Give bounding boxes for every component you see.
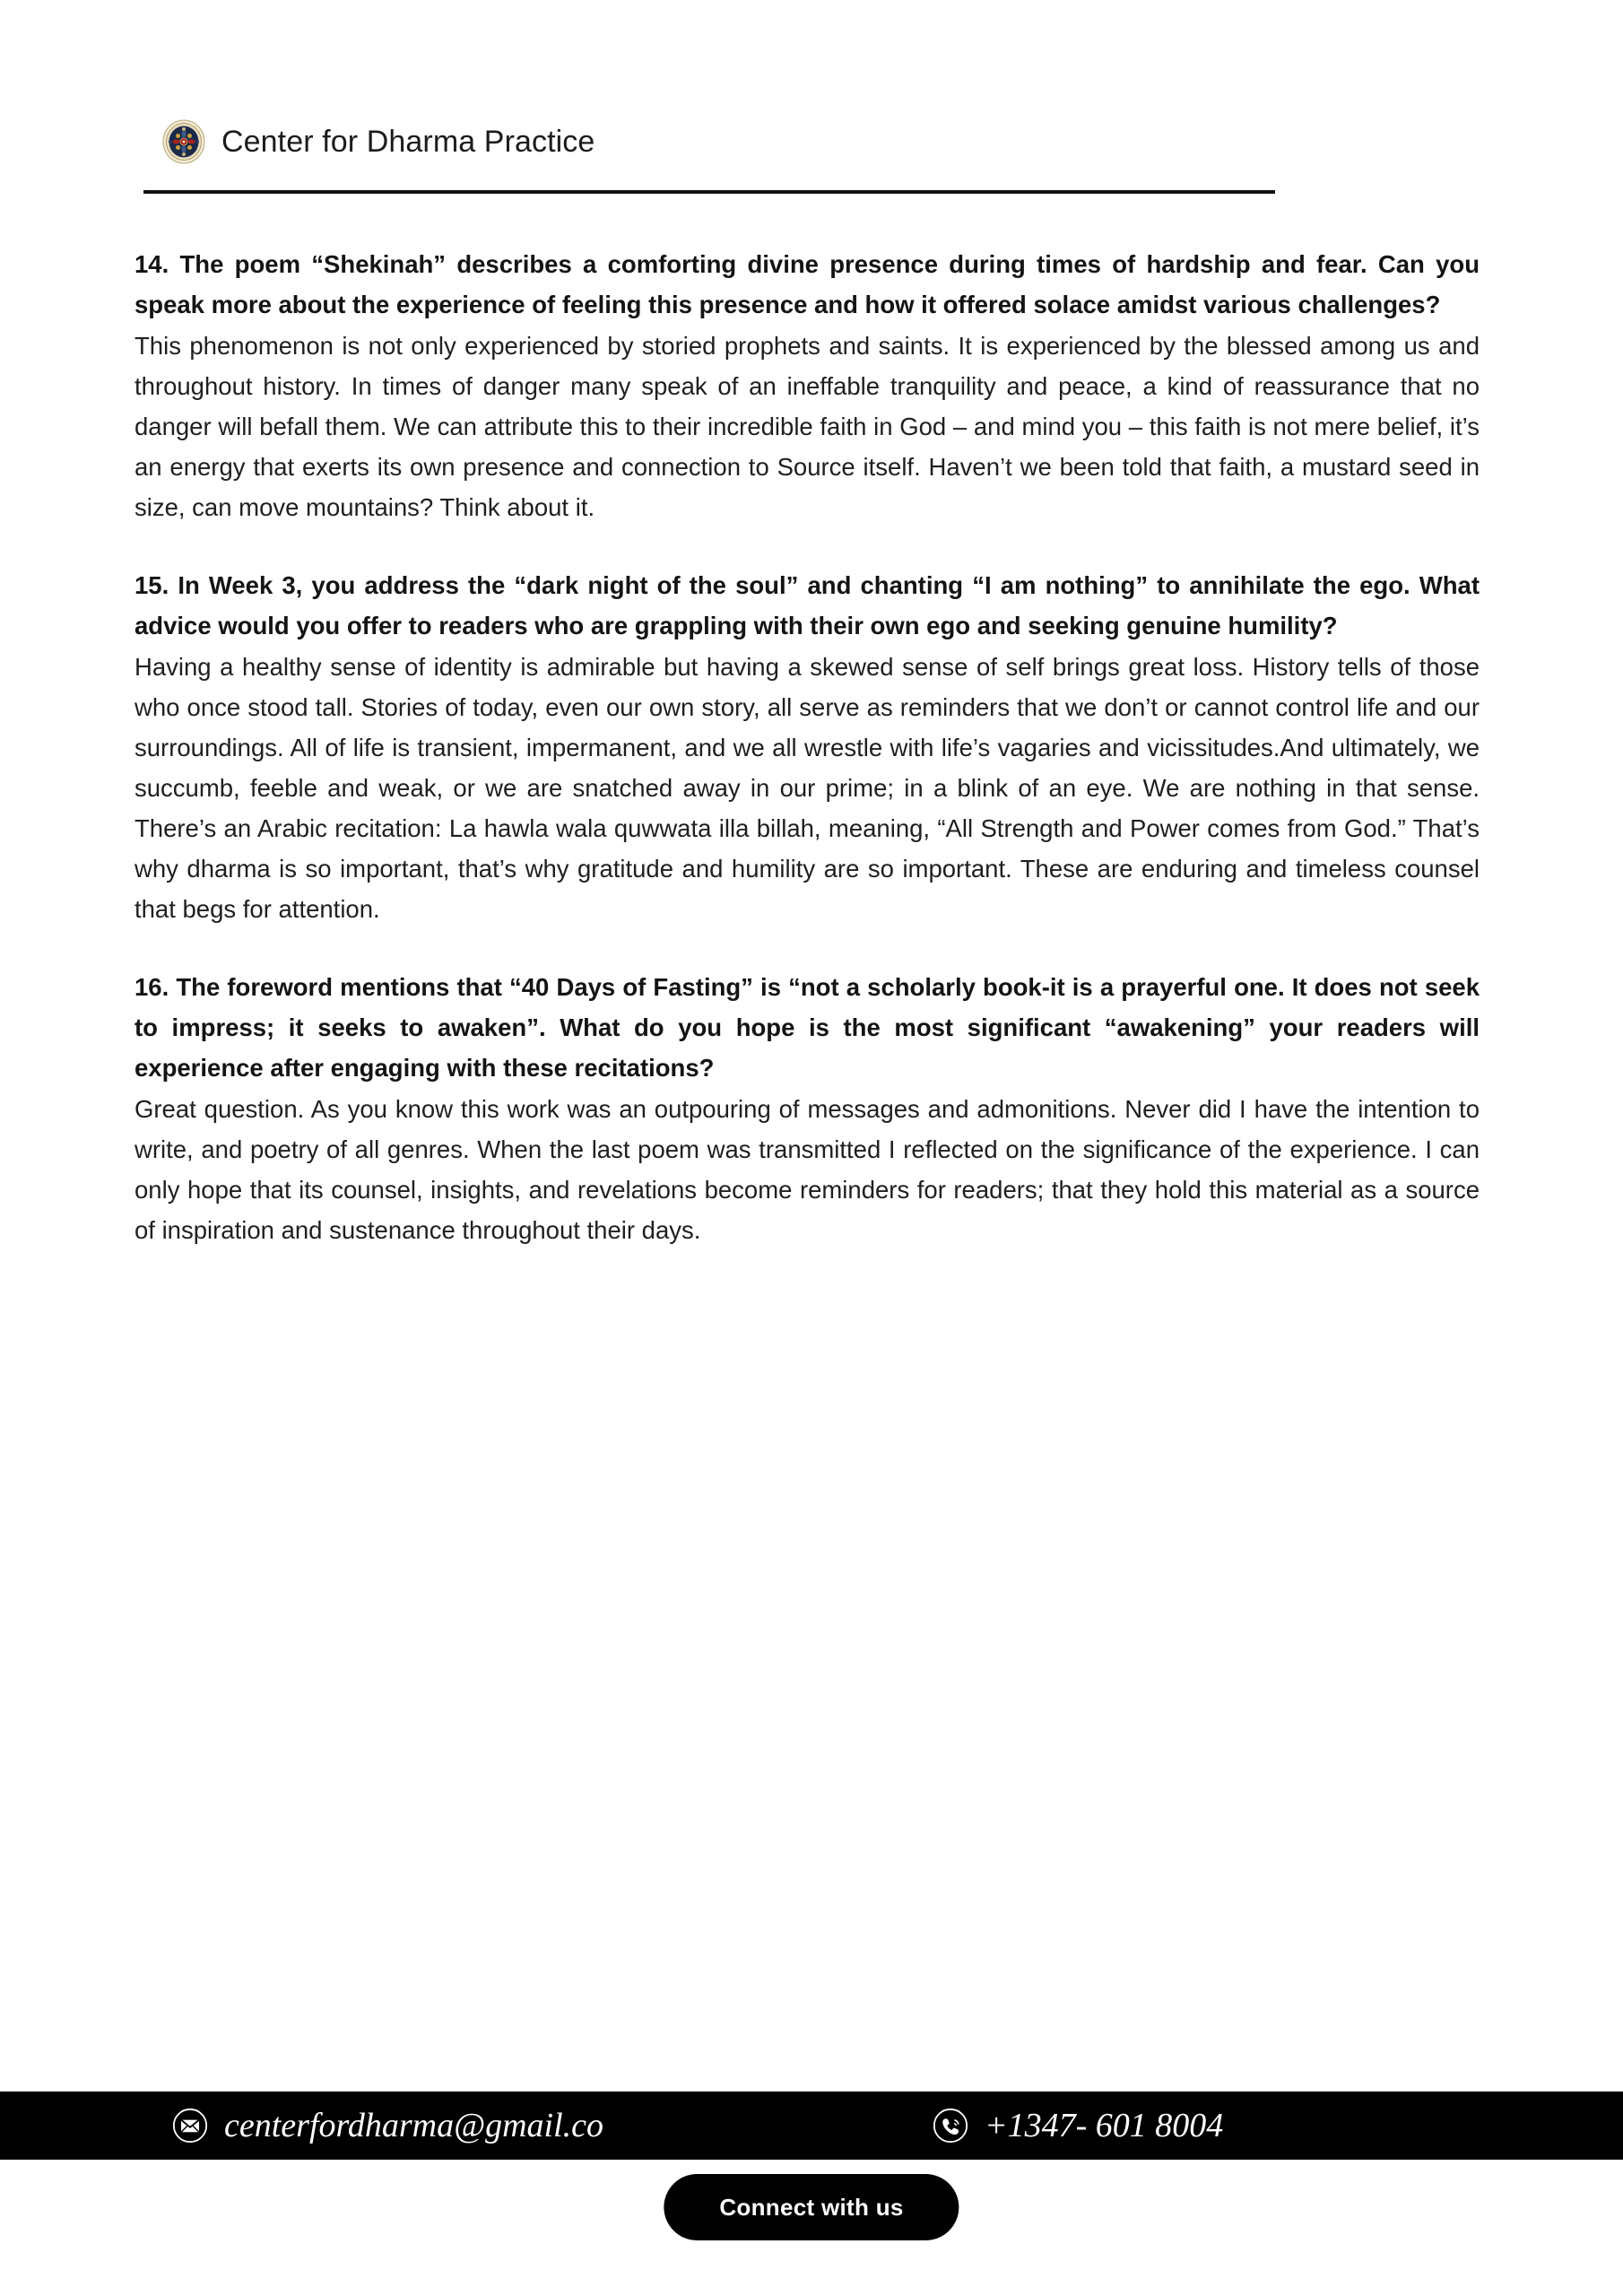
brand bbox=[161, 119, 595, 164]
footer-contact-bar bbox=[0, 2092, 1623, 2160]
qa-block bbox=[135, 244, 1480, 527]
dharma-mandala-logo-icon bbox=[161, 119, 206, 164]
footer-phone-text: +1347- 601 8004 bbox=[985, 2107, 1224, 2144]
answer-paragraph: Having a healthy sense of identity is admirable but having a skewed sense of self brings great loss. History tells of those who once stood tall. Stories of today, even our own story, all serve as reminders that we don’t or cannot control life and our surroundings. All of life is transient, impermanent, and we all wrestle with life’s vagaries and vicissitudes.And ultimately, we succumb, feeble and weak, or we are snatched away in our prime; in a blink of an eye. We are nothing in that sense. There’s an Arabic recitation: La hawla wala quwwata illa billah, meaning, “All Strength and Power comes from God.” That’s why dharma is so important, that’s why gratitude and humility are so important. These are enduring and timeless counsel that begs for attention. bbox=[135, 653, 1480, 923]
question-heading: 14. The poem “Shekinah” describes a comforting divine presence during times of hardship and fear. Can you speak more about the experience of feeling this presence and how it offered solace amidst various challenges? bbox=[135, 250, 1480, 318]
answer-paragraph: Great question. As you know this work was an outpouring of messages and admonitions. Never did I have the intention to write, and poetry of all genres. When the last poem was transmitted I reflected on the significance of the experience. I can only hope that its counsel, insights, and revelations become reminders for readers; that they hold this material as a source of inspiration and sustenance throughout their days. bbox=[135, 1095, 1480, 1244]
phone-icon bbox=[933, 2108, 968, 2144]
answer-paragraph: This phenomenon is not only experienced by storied prophets and saints. It is experienced by the blessed among us and throughout history. In times of danger many speak of an ineffable tranquility and peace, a kind of reassurance that no danger will befall them. We can attribute this to their incredible faith in God – and mind you – this faith is not mere belief, it’s an energy that exerts its own presence and connection to Source itself. Haven’t we been told that faith, a mustard seed in size, can move mountains? Think about it. bbox=[135, 332, 1480, 521]
qa-block bbox=[135, 967, 1480, 1250]
footer-email-text: centerfordharma@gmail.co bbox=[224, 2107, 603, 2144]
footer-email[interactable] bbox=[172, 2108, 603, 2144]
footer-phone[interactable] bbox=[933, 2108, 1223, 2144]
brand-title: Center for Dharma Practice bbox=[221, 125, 595, 159]
page-header bbox=[0, 0, 1623, 208]
envelope-icon bbox=[172, 2108, 208, 2144]
question-heading: 16. The foreword mentions that “40 Days of Fasting” is “not a scholarly book-it is a prayerful one. It does not seek to impress; it seeks to awaken”. What do you hope is the most significant “awakening” your readers will experience after engaging with these recitations? bbox=[135, 973, 1480, 1082]
connect-with-us-button[interactable]: Connect with us bbox=[664, 2174, 959, 2240]
qa-block bbox=[135, 565, 1480, 929]
header-divider bbox=[143, 190, 1275, 194]
question-heading: 15. In Week 3, you address the “dark night of the soul” and chanting “I am nothing” to annihilate the ego. What advice would you offer to readers who are grappling with their own ego and seeking genuine humility? bbox=[135, 571, 1480, 639]
document-body bbox=[135, 244, 1480, 1250]
